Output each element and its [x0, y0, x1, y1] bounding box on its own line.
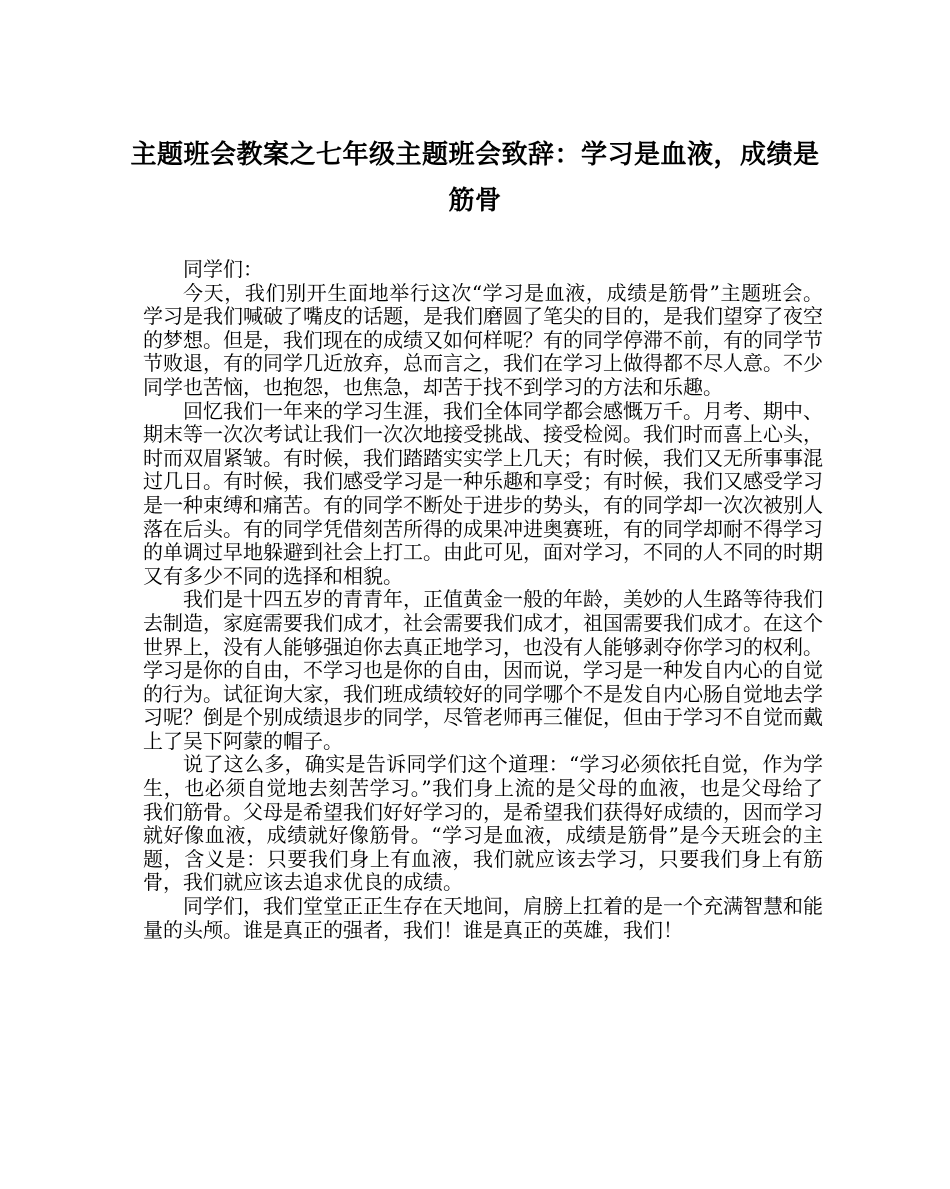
document-title: 主题班会教案之七年级主题班会致辞：学习是血液，成绩是筋骨: [130, 140, 820, 216]
paragraph-greeting: 同学们：: [183, 257, 263, 281]
paragraph-5: 同学们，我们堂堂正正生存在天地间，肩膀上扛着的是一个充满智慧和能量的头颅。谁是真正的强者，我们！谁是真正的英雄，我们！: [143, 894, 823, 942]
paragraph-3: 我们是十四五岁的青青年，正值黄金一般的年龄，美妙的人生路等待我们去制造，家庭需要我们成才，社会需要我们成才，祖国需要我们成才。在这个世界上，没有人能够强迫你去真正地学习，也没有人能够剥夺你学习的权利。学习是你的自由，不学习也是你的自由，因而说，学习是一种发自内心的自觉的行为。试征询大家，我们班成绩较好的同学哪个不是发自内心肠自觉地去学习呢？倒是个别成绩退步的同学，尽管老师再三催促，但由于学习不自觉而戴上了吴下阿蒙的帽子。: [143, 587, 823, 753]
document-body: [143, 258, 823, 942]
paragraph-4: 说了这么多，确实是告诉同学们这个道理：“学习必须依托自觉，作为学生，也必须自觉地去刻苦学习。”我们身上流的是父母的血液，也是父母给了我们筋骨。父母是希望我们好好学习的，是希望我们获得好成绩的，因而学习就好像血液，成绩就好像筋骨。“学习是血液，成绩是筋骨”是今天班会的主题，含义是：只要我们身上有血液，我们就应该去学习，只要我们身上有筋骨，我们就应该去追求优良的成绩。: [143, 752, 823, 895]
paragraph-1: 今天，我们别开生面地举行这次“学习是血液，成绩是筋骨”主题班会。学习是我们喊破了嘴皮的话题，是我们磨圆了笔尖的目的，是我们望穿了夜空的梦想。但是，我们现在的成绩又如何样呢？有的同学停滞不前，有的同学节节败退，有的同学几近放弃，总而言之，我们在学习上做得都不尽人意。不少同学也苦恼，也抱怨，也焦急，却苦于找不到学习的方法和乐趣。: [143, 280, 823, 399]
paragraph-2: 回忆我们一年来的学习生涯，我们全体同学都会感慨万千。月考、期中、期末等一次次考试让我们一次次地接受挑战、接受检阅。我们时而喜上心头，时而双眉紧皱。有时候，我们踏踏实实学上几天；有时候，我们又无所事事混过几日。有时候，我们感受学习是一种乐趣和享受；有时候，我们又感受学习是一种束缚和痛苦。有的同学不断处于进步的势头，有的同学却一次次被别人落在后头。有的同学凭借刻苦所得的成果冲进奥赛班，有的同学却耐不得学习的单调过早地躲避到社会上打工。由此可见，面对学习，不同的人不同的时期又有多少不同的选择和相貌。: [143, 398, 823, 588]
